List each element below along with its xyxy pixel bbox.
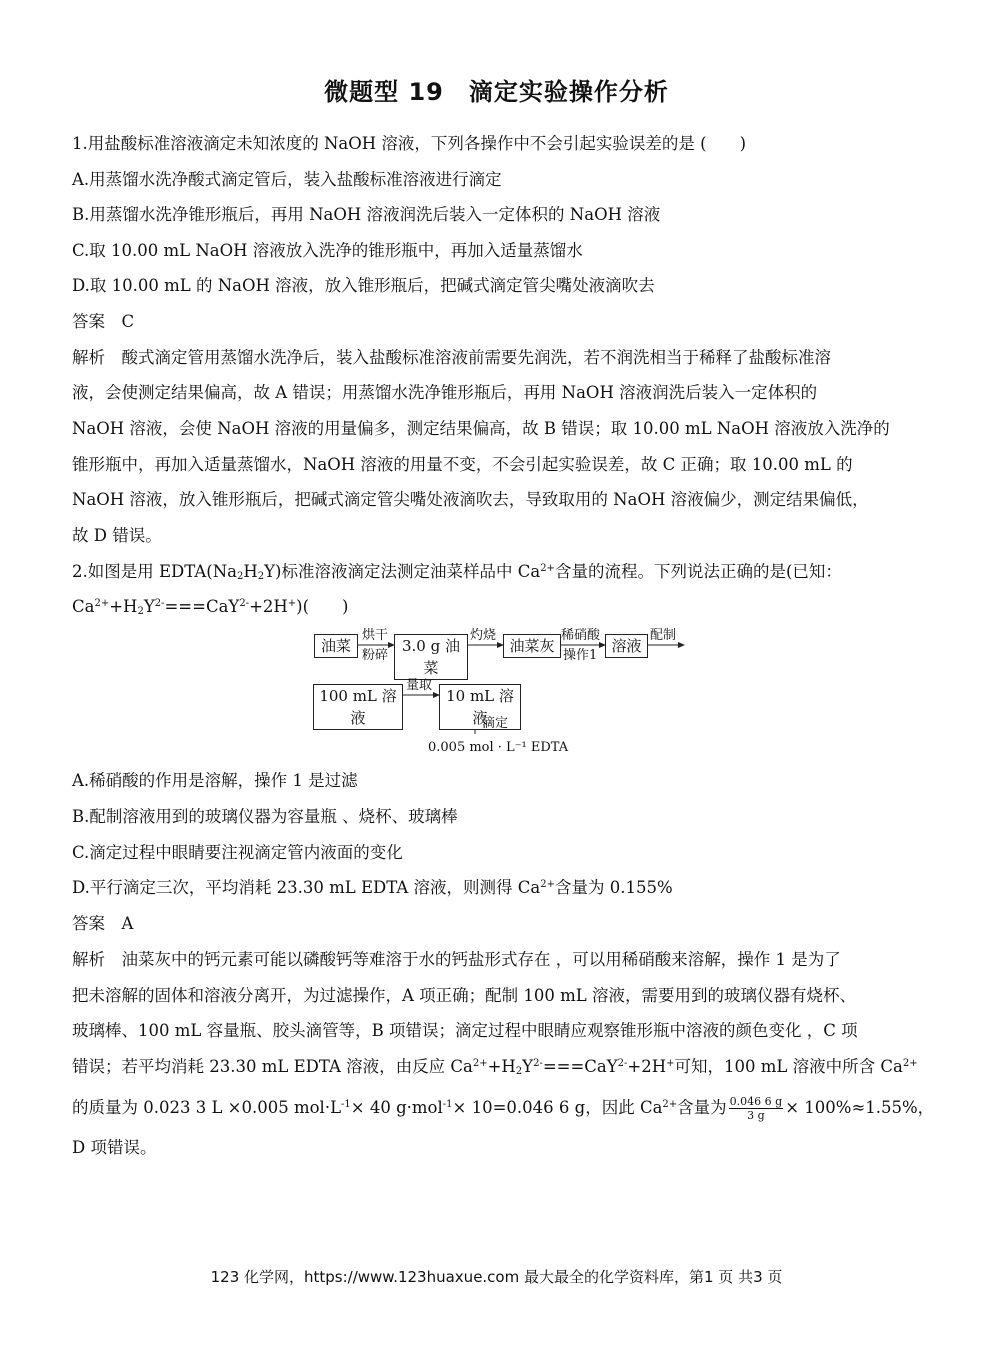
flow-label-prepare: 配制	[650, 628, 677, 643]
q1-explanation-line: 故 D 错误。	[72, 526, 162, 545]
flow-box-solution: 溶液	[605, 634, 648, 658]
q2-equation: $Ca^{2+}+H_2Y^{2-}===CaY^{2-}+2H^+$)( )	[72, 597, 349, 617]
q1-answer: 答案 C	[72, 312, 135, 331]
q1-explanation-line: 解析 酸式滴定管用蒸馏水洗净后，装入盐酸标准溶液前需要先润洗，若不润洗相当于稀释了盐酸标准溶	[72, 348, 831, 367]
page-title: 微题型 19 滴定实验操作分析	[324, 78, 669, 106]
q1-explanation-line: 锥形瓶中，再加入适量蒸馏水，NaOH 溶液的用量不变，不会引起实验误差，故 C 正确；取 10.00 mL 的	[72, 455, 853, 474]
q2-explanation-line: 玻璃棒、100 mL 容量瓶、胶头滴管等，B 项错误；滴定过程中眼睛应观察锥形瓶中溶液的颜色变化 ，C 项	[72, 1021, 858, 1040]
flow-box-sample: 3.0 g 油菜	[394, 634, 468, 680]
flow-box-rapeseed: 油菜	[314, 634, 358, 658]
q2-option-a: A.稀硝酸的作用是溶解，操作 1 是过滤	[72, 771, 358, 790]
q2-answer: 答案 A	[72, 914, 134, 933]
q2-option-c: C.滴定过程中眼睛要注视滴定管内液面的变化	[72, 843, 403, 862]
q2-explanation-line: 错误；若平均消耗 23.30 mL EDTA 溶液，由反应 $Ca^{2+}+H_2Y^{2-}===CaY^{2-}+2H^+$可知，100 mL 溶液中所含 $Ca^{2+}$	[72, 1057, 918, 1077]
q2-option-b: B.配制溶液用到的玻璃仪器为容量瓶 、烧杯、玻璃棒	[72, 807, 458, 826]
page-footer: 123 化学网，https://www.123huaxue.com 最大最全的化学资料库，第1 页 共3 页	[210, 1268, 783, 1286]
flow-label-titrate: 滴定	[482, 716, 509, 731]
flow-label-nitric-acid: 稀硝酸	[561, 628, 601, 643]
flow-diagram	[310, 626, 690, 762]
q2-explanation-line: 解析 油菜灰中的钙元素可能以磷酸钙等难溶于水的钙盐形式存在 ，可以用稀硝酸来溶解，操作 1 是为了	[72, 950, 841, 969]
q1-option-d: D.取 10.00 mL 的 NaOH 溶液，放入锥形瓶后，把碱式滴定管尖嘴处液滴吹去	[72, 276, 655, 295]
flow-label-ignite: 灼烧	[470, 628, 497, 643]
flow-box-100ml: 100 mL 溶液	[313, 684, 403, 730]
q2-explanation-line: 的质量为 0.023 3 L ×0.005 $mol\cdot L^{-1}\times 40$ g·mol$^{-1}$× 10=0.046 6 g，因此 $Ca^{2+}$含量为 $\frac{0.046 6 g}{3 g}$ × 100%≈1.55%，	[72, 1095, 935, 1122]
q1-stem: 1.用盐酸标准溶液滴定未知浓度的 NaOH 溶液，下列各操作中不会引起实验误差的是 ( )	[72, 134, 747, 153]
q1-explanation-line: NaOH 溶液，会使 NaOH 溶液的用量偏多，测定结果偏高，故 B 错误；取 10.00 mL NaOH 溶液放入洗净的	[72, 419, 890, 438]
q2-option-d: D.平行滴定三次，平均消耗 23.30 mL EDTA 溶液，则测得 $Ca^{2+}$含量为 0.155%	[72, 878, 673, 897]
q2-stem: 2.如图是用 $EDTA(Na_2H_2Y)$标准溶液滴定法测定油菜样品中 $Ca^{2+}$含量的流程。下列说法正确的是(已知：	[72, 562, 842, 582]
q2-explanation-line: D 项错误。	[72, 1138, 157, 1157]
flow-label-crush: 粉碎	[362, 648, 389, 663]
q1-option-a: A.用蒸馏水洗净酸式滴定管后，装入盐酸标准溶液进行滴定	[72, 170, 502, 189]
q1-option-b: B.用蒸馏水洗净锥形瓶后，再用 NaOH 溶液润洗后装入一定体积的 NaOH 溶液	[72, 205, 661, 224]
q1-option-c: C.取 10.00 mL NaOH 溶液放入洗净的锥形瓶中，再加入适量蒸馏水	[72, 241, 583, 260]
flow-label-operation1: 操作1	[563, 648, 598, 663]
q1-explanation-line: NaOH 溶液，放入锥形瓶后，把碱式滴定管尖嘴处液滴吹去，导致取用的 NaOH 溶液偏少，测定结果偏低，	[72, 490, 869, 509]
flow-box-ash: 油菜灰	[503, 634, 561, 658]
q1-explanation-line: 液，会使测定结果偏高，故 A 错误；用蒸馏水洗净锥形瓶后，再用 NaOH 溶液润洗后装入一定体积的	[72, 383, 818, 402]
flow-label-dry: 烘干	[362, 628, 389, 643]
flow-label-edta: 0.005 mol · L⁻¹ EDTA	[428, 740, 569, 755]
q2-explanation-line: 把未溶解的固体和溶液分离开，为过滤操作，A 项正确；配制 100 mL 溶液，需要用到的玻璃仪器有烧杯、	[72, 986, 856, 1005]
flow-box-10ml: 10 mL 溶液	[439, 684, 521, 730]
flow-label-measure: 量取	[406, 678, 433, 693]
fraction: $\frac{0.046 6 g}{3 g}$	[729, 1095, 783, 1122]
